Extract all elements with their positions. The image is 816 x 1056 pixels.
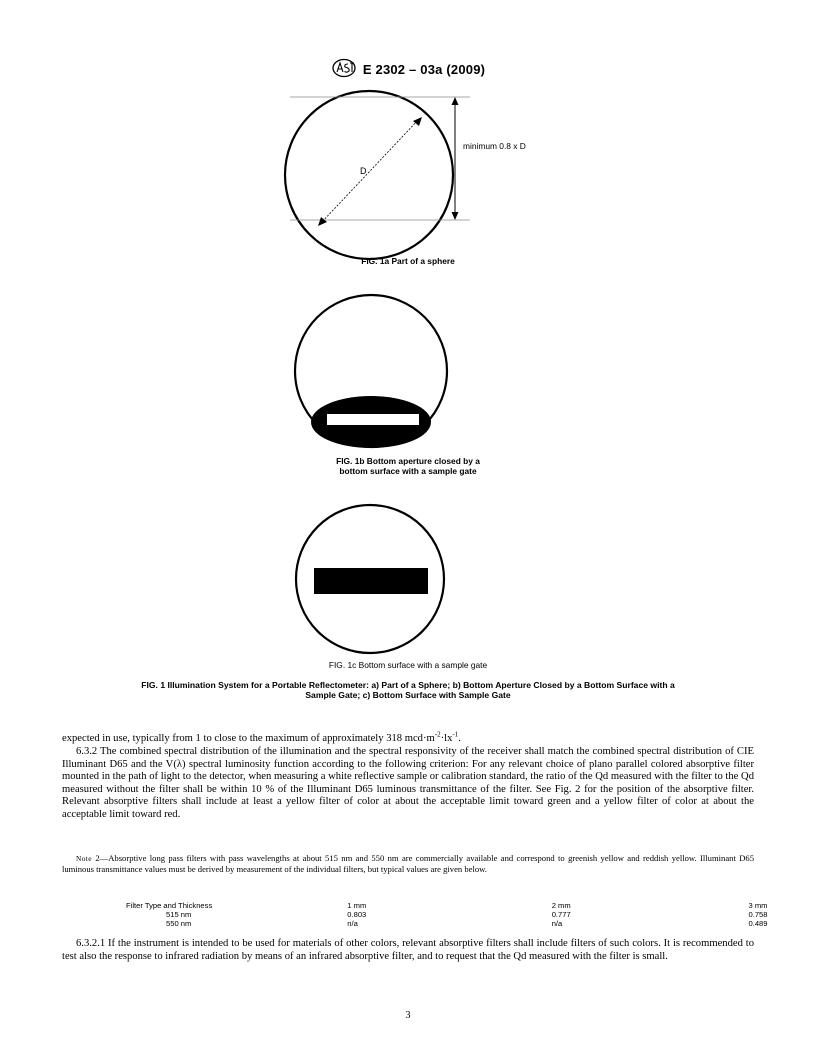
figure-1-caption-line1: FIG. 1 Illumination System for a Portable Reflectometer: a) Part of a Sphere; b) Bottom Aperture Closed by a Bottom Surface with a xyxy=(141,680,675,690)
diameter-label: D xyxy=(360,166,367,176)
figure-1b-sphere-with-gate xyxy=(290,293,460,459)
table-cell: n/a xyxy=(551,919,563,928)
filter-transmittance-table xyxy=(126,901,816,928)
figure-1a-caption: FIG. 1a Part of a sphere xyxy=(361,256,455,266)
paragraph-6-3-2: 6.3.2 The combined spectral distribution of the illumination and the spectral responsivity of the receiver shall match the combined spectral distribution of CIE Illuminant D65 and the V(λ) spectral luminosity function according to the following criterion: For any relevant choice of plano parallel colored absorptive filter mounted in the path of light to the detector, when measuring a white reflective sample or calibration standard, the ratio of the Qd measured with the filter to the Qd measured without the filter shall be within 10 % of the Illuminant D65 luminous transmittance of the filter. See Fig. 2 for the position of the absorptive filter. Relevant absorptive filters shall include at least a yellow filter of color at about the acceptable limit toward green and a yellow filter of color at about the acceptable limit toward red. xyxy=(62,746,754,820)
figure-1c-bottom-surface xyxy=(290,502,460,662)
table-cell: 0.758 xyxy=(748,910,768,919)
document-designation: E 2302 – 03a (2009) xyxy=(362,62,486,77)
table-cell: 0.803 xyxy=(347,910,367,919)
page-number: 3 xyxy=(405,1010,411,1021)
dimension-label: minimum 0.8 x D xyxy=(463,141,526,151)
note-2: Note 2—Absorptive long pass filters with pass wavelengths at about 515 nm and 550 nm are commercially available and correspond to greenish yellow and reddish yellow. Illuminant D65 luminous transmittance values must be derived by measurement of the individual filters, but typical values are given below. xyxy=(62,853,754,875)
table-header-cell: 3 mm xyxy=(748,901,768,910)
page-header xyxy=(0,58,816,81)
table-header-cell: 1 mm xyxy=(347,901,367,910)
figure-1-caption-line2: Sample Gate; c) Bottom Surface with Sample Gate xyxy=(305,690,511,700)
table-header-cell: 2 mm xyxy=(551,901,571,910)
table-cell: 0.777 xyxy=(551,910,571,919)
table-row xyxy=(126,919,816,928)
table-cell: 550 nm xyxy=(166,919,192,928)
astm-logo-icon xyxy=(331,58,357,81)
paragraph-continuation: expected in use, typically from 1 to close to the maximum of approximately 318 $mcd\cdot m^{-2}\cdot lx^{-1}$. xyxy=(62,730,461,744)
figure-1b-caption-line1: FIG. 1b Bottom aperture closed by a xyxy=(336,456,480,466)
table-row xyxy=(126,910,816,919)
figure-1a-sphere xyxy=(280,88,580,264)
table-cell: 515 nm xyxy=(166,910,192,919)
figure-1b-caption-line2: bottom surface with a sample gate xyxy=(339,466,477,476)
table-cell: n/a xyxy=(347,919,358,928)
figure-1c-caption: FIG. 1c Bottom surface with a sample gate xyxy=(328,660,488,670)
paragraph-6-3-2-1: 6.3.2.1 If the instrument is intended to be used for materials of other colors, relevant absorptive filters shall include filters of such colors. It is recommended to test also the response to infrared radiation by means of an infrared absorptive filter, and to request that the Qd measured with the filter is small. xyxy=(62,938,754,962)
table-header-row xyxy=(126,901,816,910)
table-cell: 0.489 xyxy=(748,919,768,928)
table-header-cell: Filter Type and Thickness xyxy=(126,901,213,910)
